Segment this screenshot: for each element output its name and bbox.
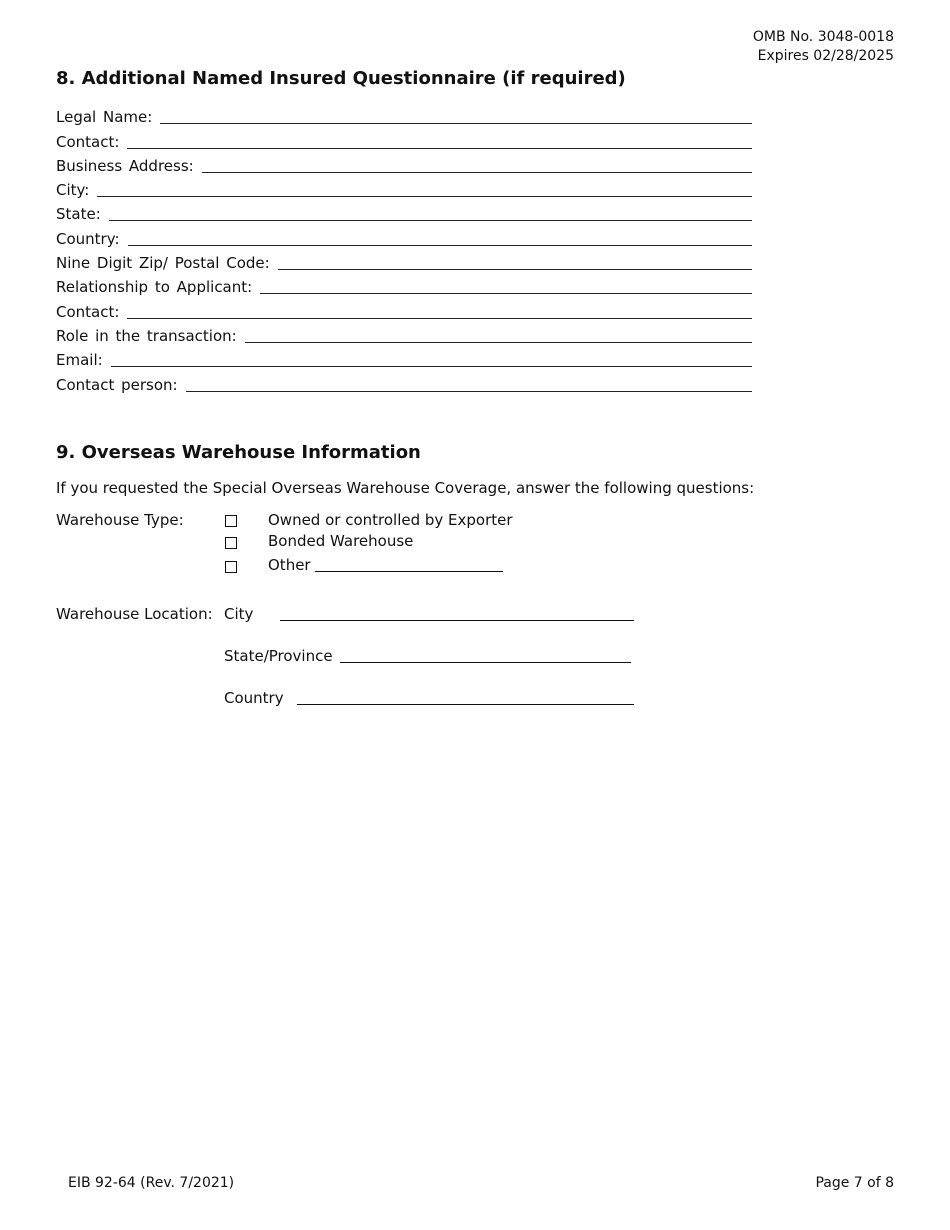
contact-person-row <box>56 369 752 393</box>
business-address-label: Business Address: <box>56 156 194 175</box>
legal-name-row <box>56 102 752 126</box>
expiration-date: Expires 02/28/2025 <box>757 48 894 64</box>
warehouse-location-label: Warehouse Location: <box>56 605 213 623</box>
country-row <box>56 223 752 247</box>
omb-number: OMB No. 3048-0018 <box>752 29 894 45</box>
business-address-row <box>56 151 752 175</box>
contact-input[interactable] <box>127 132 752 149</box>
other-checkbox[interactable] <box>225 561 237 573</box>
form-identifier: EIB 92-64 (Rev. 7/2021) <box>68 1175 235 1191</box>
warehouse-country-input[interactable] <box>297 704 634 705</box>
state-input[interactable] <box>109 204 752 221</box>
named-insured-fields <box>56 102 752 394</box>
city-input[interactable] <box>97 180 752 197</box>
owned-by-exporter-label: Owned or controlled by Exporter <box>268 511 513 529</box>
city-label: City: <box>56 181 90 200</box>
section-9-title: 9. Overseas Warehouse Information <box>56 442 421 463</box>
page-number: Page 7 of 8 <box>815 1175 894 1191</box>
section-8-title: 8. Additional Named Insured Questionnaire (if required) <box>56 68 626 89</box>
contact-person-label: Contact person: <box>56 375 178 394</box>
business-address-input[interactable] <box>202 156 752 173</box>
bonded-warehouse-checkbox[interactable] <box>225 537 237 549</box>
role-input[interactable] <box>245 326 752 343</box>
relationship-row <box>56 272 752 296</box>
state-label: State: <box>56 205 101 224</box>
bonded-warehouse-label: Bonded Warehouse <box>268 532 414 550</box>
email-row <box>56 345 752 369</box>
contact-2-label: Contact: <box>56 302 120 321</box>
contact-2-row <box>56 296 752 320</box>
role-row <box>56 321 752 345</box>
zip-code-label: Nine Digit Zip/ Postal Code: <box>56 254 270 273</box>
other-input[interactable] <box>315 571 503 572</box>
state-row <box>56 199 752 223</box>
zip-code-row <box>56 248 752 272</box>
legal-name-input[interactable] <box>160 107 752 124</box>
role-label: Role in the transaction: <box>56 326 237 345</box>
zip-code-input[interactable] <box>278 253 752 270</box>
warehouse-country-label: Country <box>224 689 284 707</box>
city-row <box>56 175 752 199</box>
contact-label: Contact: <box>56 132 120 151</box>
warehouse-state-label: State/Province <box>224 647 333 665</box>
omb-info <box>753 28 894 66</box>
warehouse-city-label: City <box>224 605 254 623</box>
email-label: Email: <box>56 351 103 370</box>
owned-by-exporter-checkbox[interactable] <box>225 515 237 527</box>
country-label: Country: <box>56 229 120 248</box>
contact-person-input[interactable] <box>186 375 752 392</box>
relationship-input[interactable] <box>260 277 752 294</box>
warehouse-type-label: Warehouse Type: <box>56 511 184 529</box>
warehouse-state-input[interactable] <box>340 662 631 663</box>
contact-row <box>56 126 752 150</box>
contact-2-input[interactable] <box>127 302 752 319</box>
section-9-intro: If you requested the Special Overseas Warehouse Coverage, answer the following questions: <box>56 479 755 497</box>
country-input[interactable] <box>128 229 752 246</box>
warehouse-city-input[interactable] <box>280 620 634 621</box>
other-label: Other <box>268 556 311 574</box>
relationship-label: Relationship to Applicant: <box>56 278 253 297</box>
legal-name-label: Legal Name: <box>56 108 153 127</box>
email-input[interactable] <box>111 350 752 367</box>
